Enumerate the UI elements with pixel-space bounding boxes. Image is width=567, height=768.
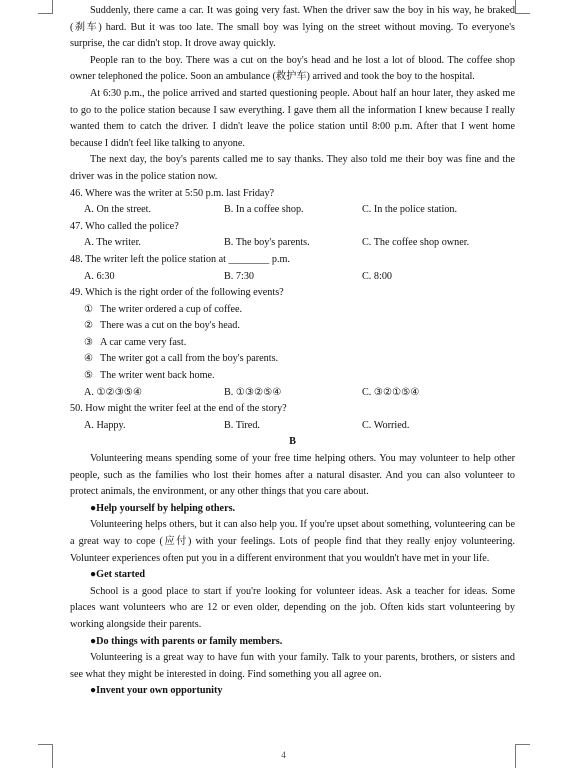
option-a: A. On the street.	[84, 204, 152, 216]
question-48-options	[70, 269, 515, 286]
event-number: ③	[84, 336, 94, 348]
question-50-options	[70, 418, 515, 435]
event-number: ⑤	[84, 370, 94, 382]
option-b: B. Tired.	[224, 419, 260, 431]
option-b: B. In a coffee shop.	[224, 204, 304, 216]
section-heading: ●Help yourself by helping others.	[90, 502, 236, 514]
question-50-stem: 50. How might the writer feel at the end of the story?	[70, 403, 287, 415]
passage-paragraph: Suddenly, there came a car. It was going very fast. When the driver saw the boy in his way, he braked (刹车) hard. But it was too late. The small boy was lying on the street without moving. To everyone's surprise, the car didn't stop. It drove away quickly.	[70, 5, 515, 50]
event-text: The writer got a call from the boy's parents.	[100, 353, 279, 365]
crop-mark-top-right-h	[515, 13, 530, 14]
crop-mark-bottom-right-h	[515, 744, 530, 745]
section-paragraph: School is a good place to start if you're looking for volunteer ideas. Ask a teacher for ideas. Some places want volunteers who are 12 or even older, depending on the job. Often kids start volunteering by working alongside their parents.	[70, 585, 515, 630]
option-c: C. The coffee shop owner.	[362, 237, 470, 249]
question-49-options	[70, 385, 515, 402]
option-c: C. ③②①⑤④	[362, 386, 420, 398]
event-number: ②	[84, 320, 94, 332]
event-text: The writer went back home.	[100, 370, 215, 382]
option-c: C. 8:00	[362, 270, 393, 282]
document-page	[70, 3, 515, 700]
question-46-options	[70, 202, 515, 219]
event-item	[70, 335, 515, 352]
option-b: B. ①③②⑤④	[224, 386, 282, 398]
section-heading: ●Get started	[90, 569, 146, 581]
event-item	[70, 302, 515, 319]
event-item	[70, 351, 515, 368]
option-a: A. Happy.	[84, 419, 126, 431]
section-b-title: B	[289, 436, 296, 448]
crop-mark-top-left-h	[38, 13, 53, 14]
event-number: ①	[84, 303, 94, 315]
option-c: C. Worried.	[362, 419, 410, 431]
event-text: A car came very fast.	[100, 336, 187, 348]
passage-paragraph: At 6:30 p.m., the police arrived and started questioning people. About half an hour later, they asked me to go to the police station because I saw everything. I gave them all the information I knew because I really wanted them to catch the driver. I didn't leave the police station until 8:00 p.m. After that I went home because I didn't feel like talking to anyone.	[70, 87, 515, 149]
event-item	[70, 318, 515, 335]
section-heading: ●Do things with parents or family members.	[90, 635, 283, 647]
option-b: B. 7:30	[224, 270, 255, 282]
question-48-stem: 48. The writer left the police station at ________ p.m.	[70, 253, 290, 265]
event-text: There was a cut on the boy's head.	[100, 320, 240, 332]
event-item	[70, 368, 515, 385]
section-heading: ●Invent your own opportunity	[90, 685, 223, 697]
passage-paragraph: People ran to the boy. There was a cut on the boy's head and he lost a lot of blood. The coffee shop owner telephoned the police. Soon an ambulance (救护车) arrived and took the boy to the hospital.	[70, 54, 515, 83]
section-b-intro: Volunteering means spending some of your free time helping others. You may volunteer to help other people, such as the families who lost their homes after a natural disaster. And you can also volunteer to protect animals, the environment, or any other things that you care about.	[70, 453, 515, 498]
option-a: A. The writer.	[84, 237, 141, 249]
passage-paragraph: The next day, the boy's parents called me to say thanks. They also told me their boy was fine and the driver was in the police station now.	[70, 154, 515, 182]
option-a: A. 6:30	[84, 270, 115, 282]
crop-mark-top-left	[52, 0, 53, 14]
event-number: ④	[84, 353, 94, 365]
question-47-stem: 47. Who called the police?	[70, 220, 179, 232]
section-paragraph: Volunteering helps others, but it can also help you. If you're upset about something, volunteering can be a great way to cope (应付) with your feelings. Lots of people find that they really enjoy volunteering. Volunteer experiences often put you in a different environment that you wouldn't have met in your life.	[70, 519, 515, 564]
question-47-options	[70, 235, 515, 252]
event-text: The writer ordered a cup of coffee.	[100, 303, 243, 315]
page-number: 4	[281, 750, 286, 760]
question-46-stem: 46. Where was the writer at 5:50 p.m. last Friday?	[70, 187, 275, 199]
crop-mark-top-right	[515, 0, 516, 14]
option-a: A. ①②③⑤④	[84, 386, 143, 398]
option-b: B. The boy's parents.	[224, 237, 310, 249]
crop-mark-bottom-left-h	[38, 744, 53, 745]
question-49-stem: 49. Which is the right order of the following events?	[70, 287, 284, 299]
section-paragraph: Volunteering is a great way to have fun with your family. Talk to your parents, brothers, or sisters and see what they might be interested in doing. Find something you all agree on.	[70, 652, 515, 680]
option-c: C. In the police station.	[362, 204, 458, 216]
